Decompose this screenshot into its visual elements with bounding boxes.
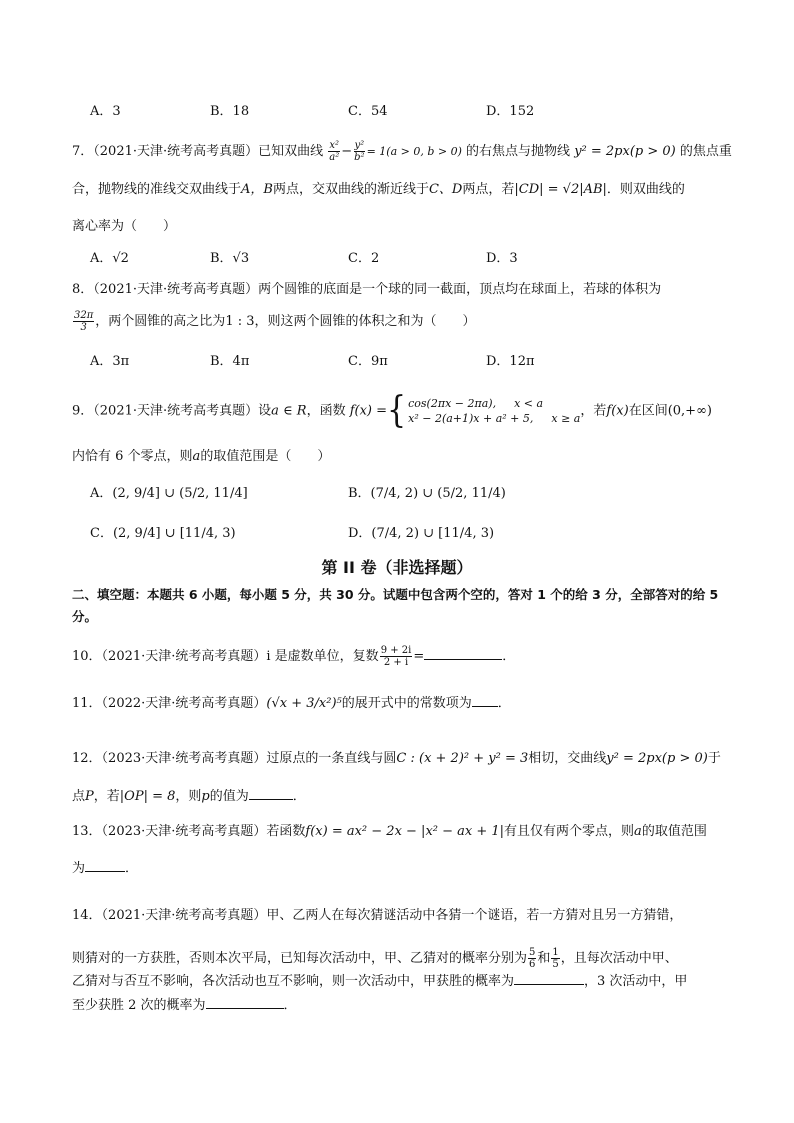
q7-parabola: y² = 2px(p > 0) <box>574 144 676 159</box>
q12-text: 相切，交曲线 <box>528 751 607 766</box>
q9-text: ，若 <box>580 403 607 419</box>
part2-title: 第 II 卷（非选择题） <box>321 558 473 577</box>
q10-equals: = <box>413 649 425 664</box>
q14-text: 和 <box>537 951 551 966</box>
q9-interval: (0,+∞) <box>667 403 712 419</box>
q7-text: 7．（2021·天津·统考高考真题）已知双曲线 <box>72 144 324 159</box>
q7-text: 两点，交双曲线的渐近线于 <box>272 182 429 197</box>
q9-text: 内恰有 6 个零点，则 <box>72 449 193 464</box>
q9-fx-label: f(x) = <box>349 403 388 419</box>
q7-points-ab: A，B <box>241 182 273 197</box>
q11-expression: (√x + 3/x²)⁵ <box>266 696 342 711</box>
q10-answer-blank[interactable] <box>424 647 502 660</box>
q8-option-c[interactable]: C．9π <box>348 354 388 369</box>
q9-case-1: cos(2πx − 2πa), <box>408 397 497 410</box>
q12-text: 于 <box>707 751 721 766</box>
q12-line-1 <box>72 749 721 769</box>
q7-condition: |CD| = √2|AB| <box>514 182 607 197</box>
section2-instructions: 二、填空题：本题共 6 小题，每小题 5 分，共 30 分。试题中包含两个空的，答对 1 个的给 3 分，全部答对的给 5 分。 <box>72 587 719 624</box>
q7-option-d[interactable]: D．3 <box>486 251 518 266</box>
q7-option-c[interactable]: C．2 <box>348 251 380 266</box>
q9-option-c[interactable]: C．(2, 9/4] ∪ [11/4, 3) <box>90 526 236 541</box>
q9-text: 在区间 <box>628 403 668 419</box>
q7-line-1: 7．（2021·天津·统考高考真题）已知双曲线 $\frac{\text{x²}}{\text{a²}}$ − $\frac{\text{y²}}{\text{b²}}$ = 1(a > 0, b > 0) 的右焦点与抛物线 y² = 2px(p > 0) 的焦点重 <box>72 140 732 163</box>
q7-points-cd: C、D <box>428 182 463 197</box>
q8-option-b[interactable]: B．4π <box>210 354 250 369</box>
q7-text: 合，抛物线的准线交双曲线于 <box>72 182 242 197</box>
q12-text: ，则 <box>175 789 202 804</box>
q10-text: 10．（2021·天津·统考高考真题）i 是虚数单位，复数 <box>72 649 379 664</box>
q12-text: ，若 <box>93 789 120 804</box>
q8-line-2 <box>72 310 476 333</box>
q14-text: ，且每次活动中甲、 <box>560 951 678 966</box>
q7-line-2 <box>72 180 685 200</box>
q9-piecewise <box>408 396 580 426</box>
q9-cond-1: x < a <box>514 397 544 410</box>
q8-text: ，则这两个圆锥的体积之和为（ ） <box>254 314 476 329</box>
q9-option-b[interactable]: B．(7/4, 2) ∪ (5/2, 11/4) <box>348 486 506 501</box>
q9-brace: { <box>387 389 407 432</box>
q14-line-4: 至少获胜 2 次的概率为 ． <box>72 998 297 1013</box>
q9-line-1 <box>72 389 712 432</box>
q13-text: 为 <box>72 861 86 876</box>
q11-text: 11．（2022·天津·统考高考真题） <box>72 696 267 711</box>
q14-line-1: 14．（2021·天津·统考高考真题）甲、乙两人在每次猜谜活动中各猜一个谜语，若一方猜对且另一方猜错， <box>72 908 683 923</box>
q6-option-b[interactable]: B．18 <box>210 104 250 119</box>
q6-option-a[interactable]: A．3 <box>90 104 121 119</box>
q13-text: 的取值范围 <box>641 824 707 839</box>
q7-hyperbola-condition: = 1(a > 0, b > 0) <box>366 145 462 158</box>
q12-op-length: |OP| = 8 <box>119 789 176 804</box>
q10-complex-frac: $\frac{9 + 2i}{2 + i}$ <box>380 645 412 668</box>
q12-var-p: p <box>201 789 210 804</box>
q14-prob-yi: $\frac{1}{5}$ <box>552 947 559 970</box>
q9-line-2 <box>72 447 330 467</box>
q9-case-2: x² − 2(a+1)x + a² + 5, <box>408 412 534 425</box>
q6-option-d[interactable]: D．152 <box>486 104 535 119</box>
q13-var-a: a <box>634 824 642 839</box>
q12-circle: C : (x + 2)² + y² = 3 <box>396 751 529 766</box>
q14-text: 乙猜对与否互不影响，各次活动也互不影响，则一次活动中，甲获胜的概率为 <box>72 974 515 989</box>
q13-function: f(x) = ax² − 2x − |x² − ax + 1| <box>305 824 505 839</box>
q9-fx: f(x) <box>606 403 629 419</box>
q8-ratio: 1 : 3 <box>225 314 255 329</box>
q7-option-b[interactable]: B．√3 <box>210 251 250 266</box>
q14-line-3 <box>72 972 687 992</box>
q14-line-2 <box>72 947 678 970</box>
q9-text: ，函数 <box>306 403 346 419</box>
q13-answer-blank[interactable] <box>85 859 125 872</box>
q13-text: 有且仅有两个零点，则 <box>504 824 635 839</box>
q8-line-1: 8．（2021·天津·统考高考真题）两个圆锥的底面是一个球的同一截面，顶点均在球面上，若球的体积为 <box>72 282 662 297</box>
q7-line-3: 离心率为（ ） <box>72 219 177 234</box>
q12-text: 点 <box>72 789 86 804</box>
q8-option-d[interactable]: D．12π <box>486 354 535 369</box>
q14-answer-blank-1[interactable] <box>514 972 584 985</box>
q9-text: 9．（2021·天津·统考高考真题）设 <box>72 403 272 419</box>
q14-text: 则猜对的一方获胜，否则本次平局，已知每次活动中，甲、乙猜对的概率分别为 <box>72 951 528 966</box>
q10-line: 10．（2021·天津·统考高考真题）i 是虚数单位，复数 $\frac{9 + 2i}{2 + i}$ = ． <box>72 645 516 668</box>
q14-answer-blank-2[interactable] <box>206 996 284 1009</box>
q7-frac-x: $\frac{\text{x²}}{\text{a²}}$ <box>329 140 340 163</box>
q9-cond-2: x ≥ a <box>551 412 581 425</box>
q7-text: 的右焦点与抛物线 <box>466 144 571 159</box>
q14-text: ，3 次活动中，甲 <box>584 974 688 989</box>
q11-text: 的展开式中的常数项为 <box>341 696 472 711</box>
q8-text: ，两个圆锥的高之比为 <box>95 314 226 329</box>
q7-text: 两点，若 <box>462 182 515 197</box>
q13-text: 13．（2023·天津·统考高考真题）若函数 <box>72 824 306 839</box>
q9-var-a: a <box>192 449 201 464</box>
q12-line-2: 点P，若|OP| = 8，则p的值为 ． <box>72 789 306 804</box>
q9-option-d[interactable]: D．(7/4, 2) ∪ [11/4, 3) <box>348 526 495 541</box>
q9-a-in-r: a ∈ R <box>271 403 307 419</box>
q13-line-1 <box>72 822 707 842</box>
q7-text: 的焦点重 <box>679 144 732 159</box>
q12-curve: y² = 2px(p > 0) <box>606 751 708 766</box>
q12-text: 的值为 <box>209 789 249 804</box>
q12-answer-blank[interactable] <box>249 787 293 800</box>
q7-text: ．则双曲线的 <box>606 182 685 197</box>
q9-text: 的取值范围是（ ） <box>200 449 331 464</box>
q8-option-a[interactable]: A．3π <box>90 354 130 369</box>
q14-prob-jia: $\frac{5}{6}$ <box>529 947 536 970</box>
q12-point-p: P <box>85 789 94 804</box>
q14-text: 至少获胜 2 次的概率为 <box>72 998 206 1013</box>
q7-option-a[interactable]: A．√2 <box>90 251 129 266</box>
q7-frac-y: $\frac{\text{y²}}{\text{b²}}$ <box>354 140 365 163</box>
q8-volume-frac: $\frac{32\pi}{3}$ <box>74 310 94 333</box>
q12-text: 12．（2023·天津·统考高考真题）过原点的一条直线与圆 <box>72 751 397 766</box>
q13-line-2: 为 ． <box>72 861 139 876</box>
q11-line: 11．（2022·天津·统考高考真题）(√x + 3/x²)⁵的展开式中的常数项为 ． <box>72 696 511 711</box>
q11-answer-blank[interactable] <box>472 694 498 707</box>
q9-option-a[interactable]: A．(2, 9/4] ∪ (5/2, 11/4] <box>90 486 248 501</box>
q6-option-c[interactable]: C．54 <box>348 104 388 119</box>
